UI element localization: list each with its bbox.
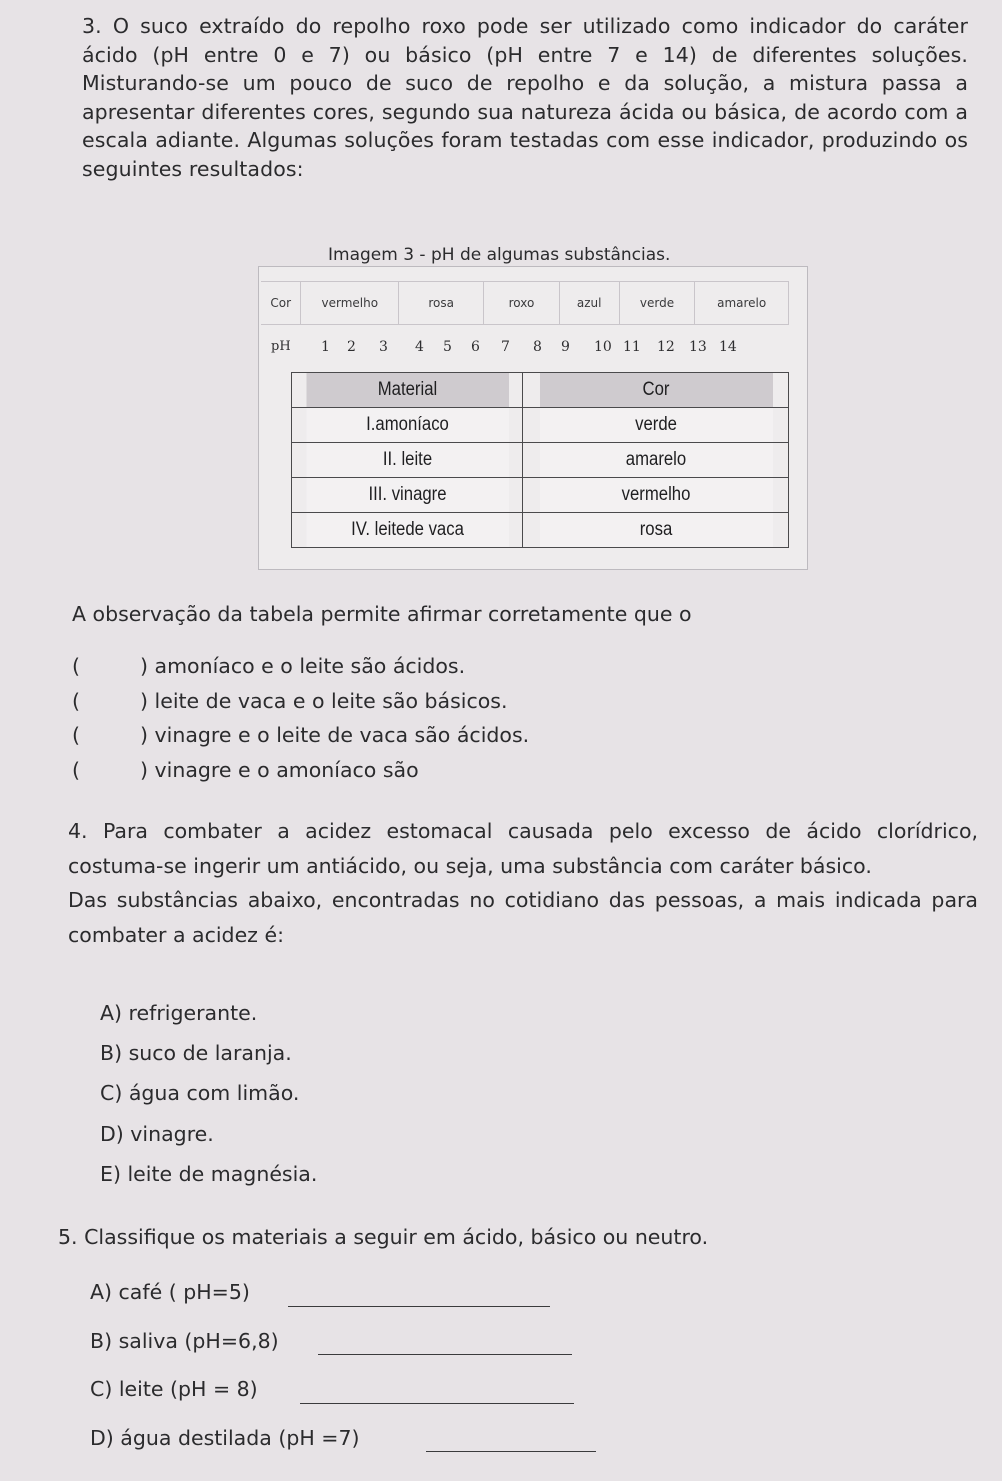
- alternative-item[interactable]: C) água com limão.: [100, 1081, 300, 1106]
- table-cell-material: III. vinagre: [305, 478, 508, 513]
- classify-label: C) leite (pH = 8): [90, 1377, 258, 1401]
- classify-item: [90, 1276, 360, 1325]
- ph-value: 11: [623, 339, 641, 355]
- table-row: [292, 408, 789, 443]
- true-false-options: [72, 652, 672, 790]
- table-cell-material: IV. leitede vaca: [305, 513, 508, 548]
- table-row: [292, 443, 789, 478]
- question-4-alternatives: [100, 996, 317, 1197]
- ph-value: 2: [347, 339, 356, 355]
- color-cell: verde: [619, 282, 695, 325]
- ph-value: 7: [501, 339, 510, 355]
- answer-paren[interactable]: (: [72, 723, 80, 747]
- answer-blank[interactable]: [288, 1306, 550, 1307]
- ph-figure: [258, 266, 808, 570]
- answer-blank[interactable]: [300, 1403, 574, 1404]
- table-row: [292, 478, 789, 513]
- option-item[interactable]: [72, 652, 672, 687]
- color-cell: roxo: [484, 282, 559, 325]
- classify-item: [90, 1422, 360, 1471]
- classify-item: [90, 1325, 360, 1374]
- ph-value: 13: [689, 339, 707, 355]
- answer-blank[interactable]: [426, 1451, 596, 1452]
- question-4: [68, 814, 978, 952]
- ph-scale-label: pH: [271, 339, 291, 354]
- option-text: ) leite de vaca e o leite são básicos.: [140, 688, 508, 713]
- ph-value: 3: [379, 339, 388, 355]
- table-header-material: Material: [305, 373, 508, 408]
- table-header-color: Cor: [538, 373, 772, 408]
- option-item[interactable]: [72, 721, 672, 756]
- answer-paren[interactable]: (: [72, 688, 80, 713]
- table-row: [292, 513, 789, 548]
- ph-value: 10: [594, 339, 612, 355]
- ph-value: 6: [471, 339, 480, 355]
- table-cell-color: rosa: [538, 513, 772, 548]
- alternative-item[interactable]: D) vinagre.: [100, 1121, 214, 1146]
- color-scale-label: Cor: [261, 282, 301, 325]
- ph-value: 12: [657, 339, 675, 355]
- option-text: ) vinagre e o leite de vaca são ácidos.: [140, 723, 530, 747]
- alternative-item[interactable]: E) leite de magnésia.: [100, 1161, 318, 1186]
- option-text: ) amoníaco e o leite são ácidos.: [140, 654, 466, 678]
- table-cell-material: I.amoníaco: [305, 408, 508, 443]
- color-cell: azul: [559, 282, 619, 325]
- ph-value: 9: [561, 339, 570, 355]
- option-item[interactable]: [72, 756, 672, 791]
- table-statement: A observação da tabela permite afirmar corretamente que o: [72, 602, 692, 626]
- answer-blank[interactable]: [318, 1354, 572, 1355]
- alternative-item[interactable]: A) refrigerante.: [100, 1001, 258, 1025]
- alternative-item[interactable]: B) suco de laranja.: [100, 1041, 292, 1066]
- ph-value: 8: [533, 339, 542, 355]
- option-item[interactable]: [72, 687, 672, 722]
- ph-value: 1: [321, 339, 330, 355]
- classify-label: D) água destilada (pH =7): [90, 1425, 360, 1450]
- question-4-paragraph: Das substâncias abaixo, encontradas no cotidiano das pessoas, a mais indicada para combater a acidez é:: [68, 888, 978, 947]
- ph-value: 14: [719, 339, 737, 355]
- material-color-table: [291, 372, 789, 548]
- classify-label: A) café ( pH=5): [90, 1280, 250, 1304]
- answer-paren[interactable]: (: [72, 654, 80, 678]
- question-3-text: 3. O suco extraído do repolho roxo pode ser utilizado como indicador do caráter ácido (pH entre 0 e 7) ou básico (pH entre 7 e 14) de diferentes soluções. Misturando-se um pouco de suco de repolho e da solução, a mistura passa a apresentar diferentes cores, segundo sua natureza ácida ou básica, de acordo com a escala adiante. Algumas soluções foram testadas com esse indicador, produzindo os seguintes resultados:: [82, 14, 968, 181]
- question-5-text: 5. Classifique os materiais a seguir em ácido, básico ou neutro.: [58, 1225, 709, 1249]
- option-text: ) vinagre e o amoníaco são: [140, 757, 419, 782]
- classify-item: [90, 1373, 360, 1422]
- question-5-items: [90, 1276, 360, 1470]
- color-cell: vermelho: [301, 282, 399, 325]
- color-cell: rosa: [399, 282, 484, 325]
- ph-scale-row: [271, 337, 791, 365]
- color-scale-table: [261, 281, 789, 325]
- question-4-paragraph: 4. Para combater a acidez estomacal causada pelo excesso de ácido clorídrico, costuma-se ingerir um antiácido, ou seja, uma substância com caráter básico.: [68, 819, 978, 878]
- classify-label: B) saliva (pH=6,8): [90, 1328, 279, 1353]
- color-cell: amarelo: [695, 282, 789, 325]
- table-cell-color: vermelho: [538, 478, 772, 513]
- ph-value: 5: [443, 339, 452, 355]
- ph-value: 4: [415, 339, 424, 355]
- table-cell-color: verde: [538, 408, 772, 443]
- figure-caption: Imagem 3 - pH de algumas substâncias.: [328, 245, 671, 265]
- table-cell-material: II. leite: [305, 443, 508, 478]
- table-cell-color: amarelo: [538, 443, 772, 478]
- answer-paren[interactable]: (: [72, 757, 80, 782]
